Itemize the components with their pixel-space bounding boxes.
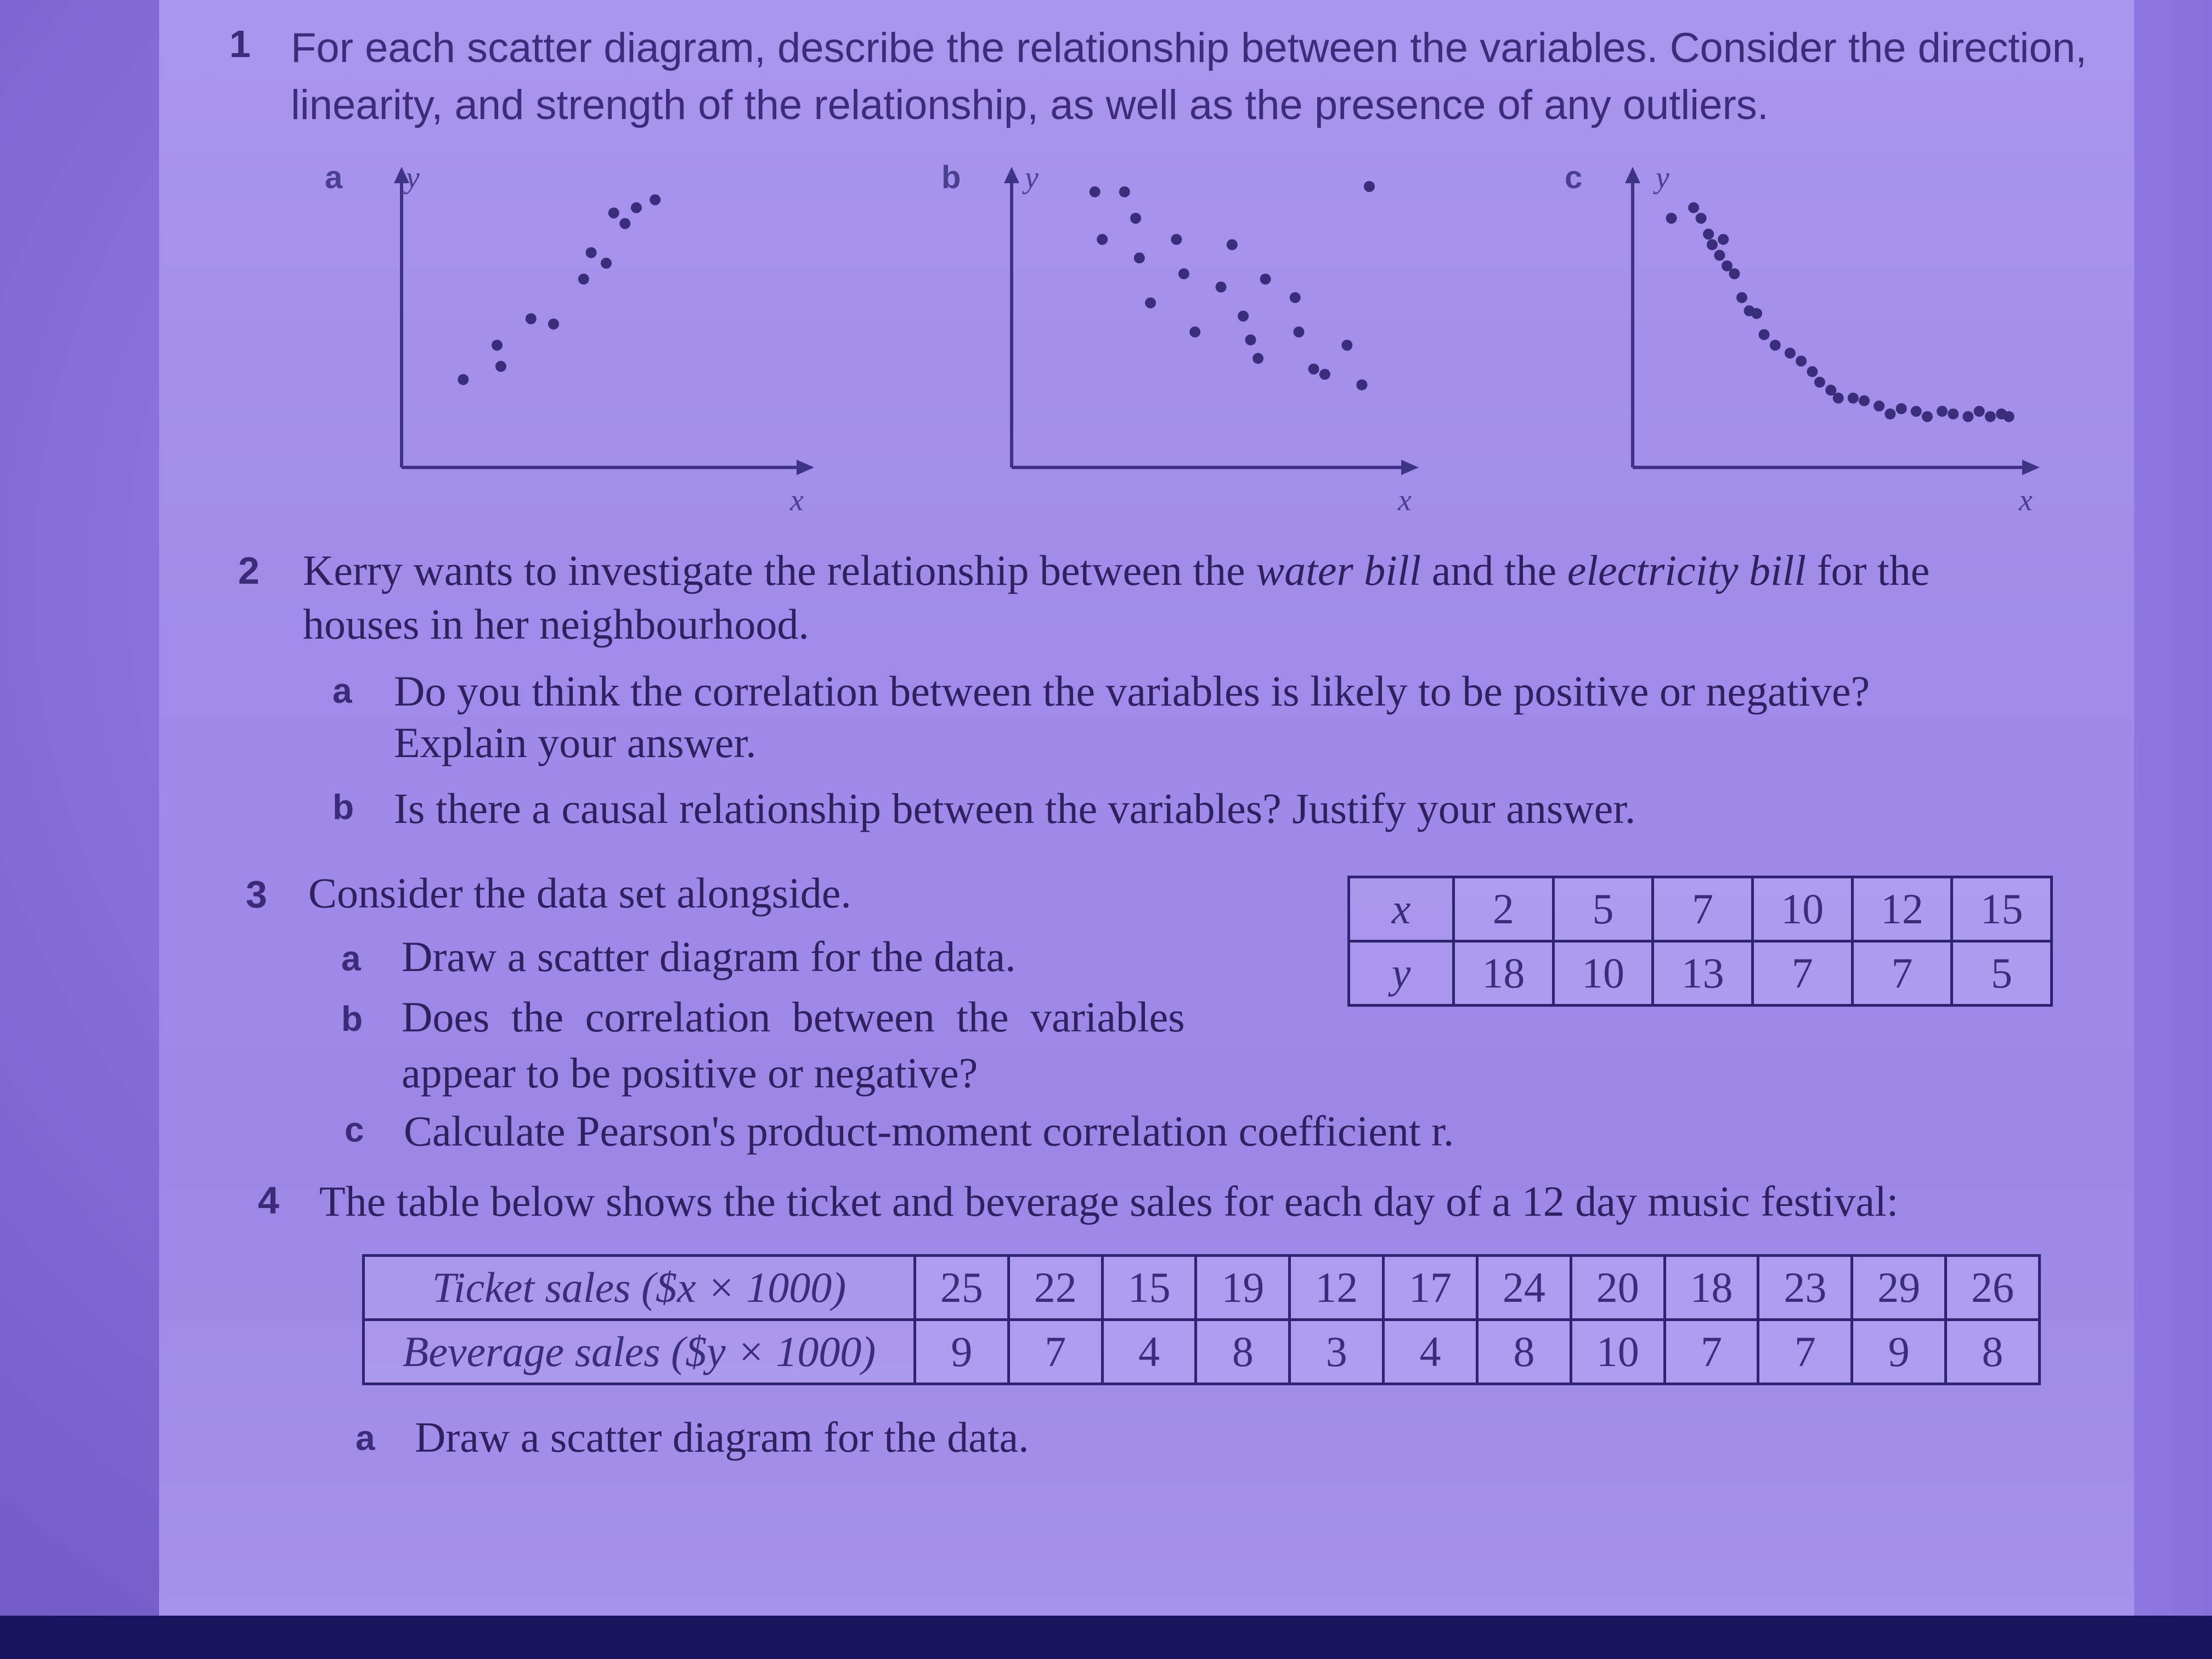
question-2a-line-1: Do you think the correlation between the variables is likely to be positive or negative?	[394, 667, 1870, 715]
table-row-beverage-sales	[364, 1320, 2040, 1384]
row-label-beverage-sales: Beverage sales ($y × 1000)	[364, 1320, 915, 1384]
scatter-point	[1178, 268, 1189, 279]
table-cell: 10	[1553, 941, 1653, 1006]
scatter-point	[1859, 395, 1870, 406]
plot-a-letter: a	[325, 160, 343, 195]
table-cell: 12	[1852, 877, 1952, 941]
x-axis-arrow-icon	[797, 460, 814, 475]
scatter-point	[1751, 308, 1762, 319]
y-axis-arrow-icon	[1625, 167, 1640, 183]
table-cell: 7	[1752, 941, 1852, 1006]
scatter-point	[1884, 409, 1895, 420]
scatter-point	[492, 340, 503, 351]
scatter-point	[1703, 229, 1714, 240]
question-3-data-table	[1347, 876, 2053, 1007]
scatter-point	[1688, 202, 1699, 213]
y-axis-arrow-icon	[1004, 167, 1019, 183]
table-cell: 7	[1664, 1320, 1758, 1384]
plot-c-y-label: y	[1656, 161, 1669, 195]
scatter-point	[1707, 239, 1718, 250]
scatter-point	[1090, 187, 1101, 198]
scatter-point	[1962, 411, 1973, 422]
scatter-point	[2004, 411, 2015, 422]
scatter-point	[458, 374, 469, 385]
question-3a-letter: a	[341, 939, 361, 978]
scatter-point	[601, 258, 612, 269]
scatter-c-svg	[1625, 165, 2042, 478]
question-2-line-2: houses in her neighbourhood.	[303, 600, 809, 648]
scatter-point	[1896, 403, 1907, 414]
scatter-point	[1145, 297, 1156, 308]
scatter-plot-c	[1625, 165, 2042, 478]
scatter-point	[1252, 353, 1263, 364]
scatter-point	[1319, 369, 1330, 380]
scatter-point	[1948, 409, 1959, 420]
plot-c-x-label: x	[2019, 483, 2033, 517]
scatter-point	[1770, 340, 1781, 351]
table-cell: 23	[1758, 1256, 1852, 1320]
scatter-point	[1714, 250, 1725, 261]
table-row-x	[1349, 877, 2052, 941]
scatter-point	[650, 194, 661, 205]
scatter-point	[1341, 340, 1352, 351]
scatter-point	[1785, 348, 1796, 359]
scatter-point	[1245, 335, 1256, 346]
question-2-line-1	[303, 543, 1929, 598]
scatter-point	[526, 313, 537, 324]
question-4a-letter: a	[356, 1418, 375, 1458]
question-4-data-table	[362, 1254, 2041, 1385]
scatter-point	[1937, 406, 1948, 417]
table-cell: 9	[1852, 1320, 1946, 1384]
row-label-y: y	[1349, 941, 1454, 1006]
question-2a-line-2: Explain your answer.	[394, 719, 757, 766]
plot-b-x-label: x	[1398, 483, 1412, 517]
table-cell: 7	[1758, 1320, 1852, 1384]
scatter-plot-b	[1004, 165, 1421, 478]
question-3b-line-2: appear to be positive or negative?	[402, 1049, 978, 1097]
scatter-point	[1130, 213, 1141, 224]
scatter-point	[1227, 239, 1238, 250]
table-cell: 3	[1290, 1320, 1384, 1384]
table-cell: 7	[1653, 877, 1753, 941]
question-2-var-electricity-bill: electricity bill	[1567, 546, 1807, 594]
scatter-point	[1364, 181, 1375, 192]
scatter-point	[578, 274, 589, 285]
plot-a-y-label: y	[406, 161, 420, 195]
table-row-y	[1349, 941, 2052, 1006]
question-2-line-1-a: Kerry wants to investigate the relationship between the	[303, 546, 1256, 594]
scatter-point	[1848, 393, 1859, 404]
scatter-point	[1985, 411, 1996, 422]
question-2b-letter: b	[332, 787, 354, 827]
y-axis-arrow-icon	[394, 167, 409, 183]
scatter-point	[1308, 364, 1319, 375]
scatter-point	[548, 319, 559, 330]
table-cell: 2	[1454, 877, 1554, 941]
row-label-x: x	[1349, 877, 1454, 941]
table-cell: 18	[1454, 941, 1554, 1006]
table-cell: 5	[1952, 941, 2052, 1006]
scatter-point	[619, 218, 630, 229]
question-3c-line-1: Calculate Pearson's product-moment correlation coefficient r.	[404, 1107, 1454, 1155]
scatter-point	[1290, 292, 1301, 303]
scatter-point	[586, 247, 597, 258]
question-2-line-1-c: for the	[1806, 546, 1930, 594]
table-cell: 15	[1952, 877, 2052, 941]
table-cell: 7	[1008, 1320, 1102, 1384]
table-cell: 4	[1102, 1320, 1196, 1384]
question-4-intro: The table below shows the ticket and beverage sales for each day of a 12 day music festival:	[319, 1177, 1899, 1225]
scatter-point	[1293, 326, 1304, 337]
question-2-number: 2	[238, 549, 259, 592]
scatter-point	[1796, 356, 1807, 366]
table-cell: 17	[1384, 1256, 1477, 1320]
table-cell: 4	[1384, 1320, 1477, 1384]
scatter-point	[1814, 377, 1825, 388]
scatter-point	[1759, 329, 1770, 340]
scatter-point	[1718, 234, 1729, 245]
question-3-number: 3	[246, 873, 267, 916]
question-2-line-1-b: and the	[1421, 546, 1567, 594]
scatter-point	[1922, 411, 1933, 422]
table-cell: 13	[1653, 941, 1753, 1006]
scatter-point	[608, 207, 619, 218]
scatter-point	[631, 202, 642, 213]
table-cell: 26	[1946, 1256, 2040, 1320]
question-4a-line-1: Draw a scatter diagram for the data.	[415, 1413, 1029, 1461]
scatter-point	[1696, 213, 1707, 224]
table-cell: 10	[1752, 877, 1852, 941]
question-3a-line-1: Draw a scatter diagram for the data.	[402, 933, 1016, 980]
plot-b-y-label: y	[1025, 161, 1039, 195]
scatter-point	[1119, 187, 1130, 198]
table-cell: 18	[1664, 1256, 1758, 1320]
table-cell: 9	[915, 1320, 1009, 1384]
question-2a-letter: a	[332, 671, 352, 710]
table-row-ticket-sales	[364, 1256, 2040, 1320]
x-axis-arrow-icon	[2022, 460, 2040, 475]
desk-edge	[0, 1616, 2212, 1659]
scatter-b-svg	[1004, 165, 1421, 478]
plot-b-letter: b	[941, 160, 961, 195]
question-1-number: 1	[229, 22, 251, 65]
table-cell: 22	[1008, 1256, 1102, 1320]
plot-c-letter: c	[1565, 160, 1583, 195]
question-2b-line-1: Is there a causal relationship between the variables? Justify your answer.	[394, 785, 1636, 832]
plot-a-x-label: x	[790, 483, 804, 517]
page-edge-shadow	[2134, 0, 2212, 1618]
table-cell: 7	[1852, 941, 1952, 1006]
scatter-point	[1911, 406, 1922, 417]
scatter-point	[1171, 234, 1182, 245]
question-3b-letter: b	[341, 999, 363, 1039]
scatter-point	[1807, 366, 1818, 377]
scatter-point	[1974, 406, 1985, 417]
scatter-point	[1356, 380, 1367, 391]
table-cell: 20	[1571, 1256, 1664, 1320]
table-cell: 8	[1477, 1320, 1571, 1384]
table-cell: 8	[1196, 1320, 1290, 1384]
scatter-plot-a	[394, 165, 816, 478]
scatter-point	[1189, 326, 1200, 337]
scatter-point	[1097, 234, 1108, 245]
scatter-point	[1666, 213, 1677, 224]
row-label-ticket-sales: Ticket sales ($x × 1000)	[364, 1256, 915, 1320]
scatter-a-svg	[394, 165, 816, 478]
scatter-point	[1238, 311, 1249, 321]
question-3b-line-1: Does the correlation between the variables	[402, 993, 1185, 1041]
table-cell: 15	[1102, 1256, 1196, 1320]
question-3c-letter: c	[345, 1110, 364, 1149]
table-cell: 5	[1553, 877, 1653, 941]
question-4-number: 4	[258, 1179, 279, 1222]
table-cell: 29	[1852, 1256, 1946, 1320]
scatter-point	[495, 361, 506, 372]
table-cell: 19	[1196, 1256, 1290, 1320]
scatter-point	[1216, 281, 1227, 292]
x-axis-arrow-icon	[1401, 460, 1419, 475]
table-cell: 12	[1290, 1256, 1384, 1320]
table-cell: 8	[1946, 1320, 2040, 1384]
table-cell: 25	[915, 1256, 1009, 1320]
scatter-point	[1134, 252, 1145, 263]
scatter-point	[1833, 393, 1844, 404]
scatter-point	[1874, 400, 1884, 411]
scatter-point	[1736, 292, 1747, 303]
table-cell: 10	[1571, 1320, 1664, 1384]
scatter-point	[1260, 274, 1271, 285]
question-2-var-water-bill: water bill	[1256, 546, 1421, 594]
scatter-point	[1729, 268, 1740, 279]
question-1-line-1: For each scatter diagram, describe the relationship between the variables. Consider the direction,	[291, 25, 2087, 71]
question-1-line-2: linearity, and strength of the relationship, as well as the presence of any outliers.	[291, 82, 1769, 128]
table-cell: 24	[1477, 1256, 1571, 1320]
question-3-intro: Consider the data set alongside.	[308, 869, 851, 917]
